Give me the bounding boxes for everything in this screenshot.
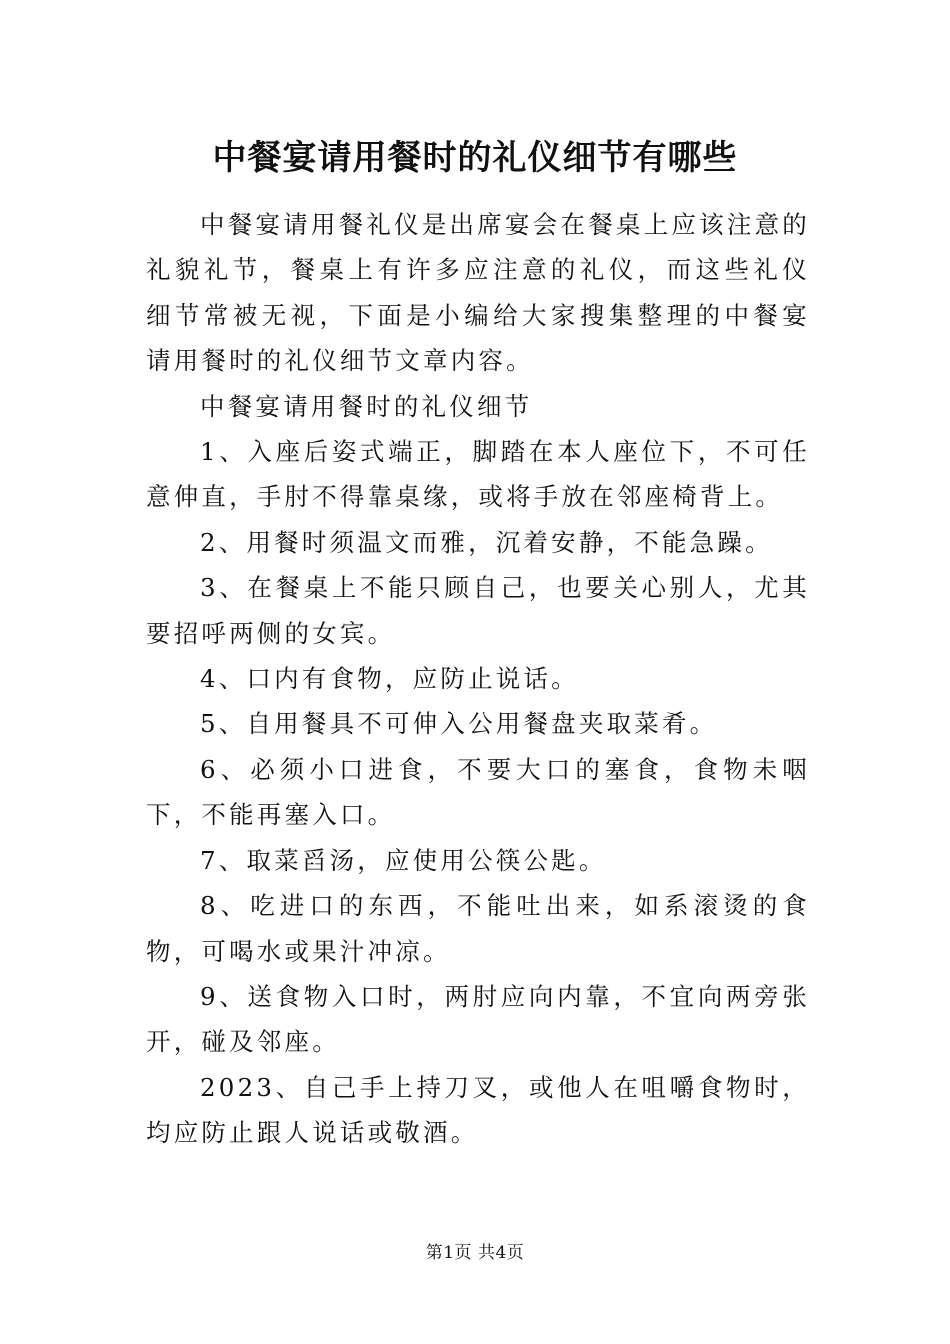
list-item: 1、入座后姿式端正，脚踏在本人座位下，不可任意伸直，手肘不得靠桌缘，或将手放在邻座椅背上。 bbox=[146, 437, 810, 512]
list-item: 6、必须小口进食，不要大口的塞食，食物未咽下，不能再塞入口。 bbox=[146, 754, 810, 830]
page-number-footer: 第1页 共4页 bbox=[425, 1243, 525, 1263]
page-title: 中餐宴请用餐时的礼仪细节有哪些 bbox=[212, 138, 738, 178]
list-item: 4、口内有食物，应防止说话。 bbox=[200, 664, 579, 694]
intro-paragraph: 中餐宴请用餐礼仪是出席宴会在餐桌上应该注意的礼貌礼节，餐桌上有许多应注意的礼仪，而这些礼仪细节常被无视，下面是小编给大家搜集整理的中餐宴请用餐时的礼仪细节文章内容。 bbox=[146, 210, 810, 376]
list-item: 5、自用餐具不可伸入公用餐盘夹取菜肴。 bbox=[200, 709, 718, 739]
section-heading: 中餐宴请用餐时的礼仪细节 bbox=[200, 391, 533, 421]
list-item: 9、送食物入口时，两肘应向内靠，不宜向两旁张开，碰及邻座。 bbox=[146, 981, 810, 1057]
list-item: 2、用餐时须温文而雅，沉着安静，不能急躁。 bbox=[200, 527, 773, 557]
list-item: 8、吃进口的东西，不能吐出来，如系滚烫的食物，可喝水或果汁冲凉。 bbox=[146, 891, 810, 966]
list-item: 2023、自己手上持刀叉，或他人在咀嚼食物时，均应防止跟人说话或敬酒。 bbox=[146, 1072, 810, 1148]
list-item: 7、取菜舀汤，应使用公筷公匙。 bbox=[200, 845, 607, 875]
list-item: 3、在餐桌上不能只顾自己，也要关心别人，尤其要招呼两侧的女宾。 bbox=[146, 573, 810, 648]
document-body bbox=[146, 202, 810, 1156]
